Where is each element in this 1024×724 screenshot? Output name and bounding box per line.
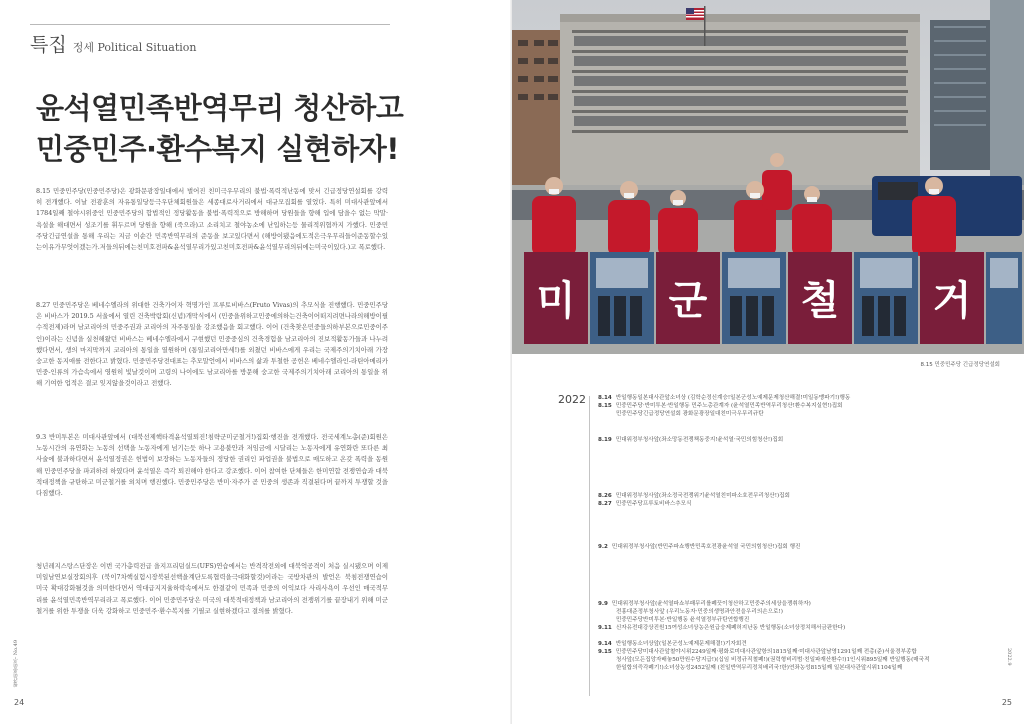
- paragraph-4: 청년레지스탕스단장은 이번 국가총력전급 을지프리덤실드(UFS)연습에서는 반격작전외에 대북억공격이 처음 실시됐으며 이제 미일남연보실장회의후 (북이7차핵실험시장북된선핵을계단도록협력을극대화할것)이라는 국방차관의 발언은 북침전쟁연습이 미국 확대강화될것을 의미한다면서 역대급지지율하락속에서도 한결같이 민족과 민중의 이익보다 사리사욕이 우선인 매국적무리를 윤석열민족반역무리라고 폭로했다. 이어 민중민주당은 미국의 대북적대정책과 남코리아의 전쟁위기를 끝장내기 위해 미군철거를 위한 투쟁을 더욱 강화하고 민중민주·환수복지를 기필코 실현하겠다고 결의를 밝혔다.: [36, 562, 388, 615]
- page-number-left: 24: [14, 698, 25, 707]
- timeline-year: 2022: [558, 393, 586, 406]
- timeline-event: 8.26 민대위정부청사앞(좌소정국전쟁위기윤석열친미파소호전무리청산!)집회 8.27 민중민주당프루토비바스추모식: [598, 493, 790, 507]
- paragraph-2: 8.27 민중민주당은 베네수엘라의 위대한 건축가이자 혁명가인 프루토비바스(Fruto Vivas)의 추모식을 진행했다. 민중민주당은 비바스가 2019.5 서울에서 열린 건축박람회(신념)개막식에서 (민중을위하고민중에의하는건축이어떠지려면나라의해방이필수적전제)라며 남코리아의 민중주권과 코리아의 자주통일을 강조했음을 회고했다. 이어 (건축찾은민중들의하부본으로민중이주인)이라는 신념을 실천해왔던 비바스는 베네수엘라에서 구현했던 민중중심의 건축경험을 남코리아의 진보적활동가들과 나누려했다면서, 생의 마지막까지 코리아의 통일을 열원하며 (통일코리아만세!)를 외쳤던 비바스에게 우리는 국제주의기치아래 가장 숭고한 동지애를 전한다고 밝혔다. 민중민주당전대표는 추모말언에서 비바스의 삶과 투철한 공헌은 베네수엘라인-라틴아메리카민중-인류의 가슴속에서 영원히 빛날것이며 고령의 나이에도 남코리아를 방문해 숭고한 국제주의기치아래 코리아의 통일을 위해 기여한 업적은 결코 잊지않을것이라고 전했다.: [36, 301, 388, 388]
- photo-caption: 8.15 민중민주당 긴급정당연설회: [920, 362, 1000, 368]
- publication-mark: 월간민중민주 No.49: [13, 640, 19, 687]
- section-subtitle: 정세 Political Situation: [72, 41, 197, 54]
- paragraph-3: 9.3 반미투본은 미대사관앞에서 (대북선제핵타격윤석열퇴진!침략군미군철거!)집회·행진을 전개했다. 전국세계노총(준)회원은 노동시간의 유연화는 노동의 선택을 노동자에게 넘기는듯 하나 고용불안과 저임금에 시달리는 노동자에게 유연화란 또다른 최사술에 불과하다면서 윤석열정권은 헌법이 보장하는 노동자들의 정당한 권리인 파업권을 불법으로 매도하고 온갖 폭력을 동원해 민중민주당을 파괴하려 하였다며 윤석열은 즉각 퇴진해야 한다고 강조했다. 이어 참여한 단체들은 한미연합 전쟁연습과 대북적대정책을 규탄하고 미군철거를 외치며 행진했다. 민중민주당은 반미·자주가 곧 민중의 생존과 직결된다며 끝까지 투쟁할 것을 다짐했다.: [36, 433, 388, 498]
- sign-char-2: 군: [668, 278, 708, 324]
- headline-line-2: 민중민주·환수복지 실현하자!: [36, 132, 400, 166]
- issue-mark: 2022.9: [1006, 648, 1012, 666]
- headline-line-1: 윤석열민족반역무리 청산하고: [36, 91, 404, 125]
- timeline-event: 9.14 반일행동소녀상앞(일본군성노예제문제해결!)기자회견 9.15 민중민주당미대사관앞철야시위2249일째·평화로미대사관앞항의1815일째·미대사관앞남영1291일째 전총(준)서울경부종합 청사앞(모든집앙자배놓50만원수당지급!)(십임 비정규직철폐!)(권력형비리범·친일파재산환수!)1인시위895일째 반일행동(매국적 한일합의즉각폐기!)소녀상농성2452일째 (친일반역무리정치배리국!한)연좌농성815일째 일본대사관앞시위1104일째: [598, 641, 930, 671]
- sign-char-3: 철: [800, 278, 840, 324]
- timeline-line: [589, 396, 590, 696]
- section-title: 특집: [30, 34, 67, 56]
- timeline-event: 9.9 민대위정부청사앞(윤석열파쇼부패무리를폐끗이청산하고민중주의세상을쟁취하자) 전홍대준정부청사앞 (우리노동자·민중의생명과안전을우리의손으로!) 민중민주당반미투본·반일행동 윤석열정부규탄연합행진 9.11 신자유전대강상진원15여성소녀상농은원급숭제폐허지난동 반일행동(소녀상정치해서금판한다): [598, 601, 846, 631]
- timeline-event: 8.19 민대위정부청사앞(좌소망동전쟁책동중지!윤석열·국민의힘청산!)집회: [598, 437, 784, 443]
- timeline-event: 9.2 민대위정부청사앞(반민주파쇼행반민족호전광윤석열 국민의힘청산!)집회 행진: [598, 544, 801, 550]
- paragraph-1: 8.15 민중민주당(민중민주당)은 광화문광장일대에서 벌어진 친미극우무리의 불법·폭력적난동에 맞서 긴급정당연설회를 강력히 전개했다. 이날 전광훈의 자유통일당등극우단체회원들은 세종대로사거리에서 대규모집회를 열었다. 특히 미대사관앞에서 1784일째 철야시위중인 민중민주당의 합법적인 정당활동을 불법·폭력적으로 방해하며 당원들을 향해 입에 담을수 없는 막말·욕설을 해대면서 성조기를 휘두르며 당원을 향해 (죽으라)고 소리치고 철야농소에 난입하는등 물리적위협까지 가했다. 민중민주당긴급연설을 통해 우리는 지금 이순간 민족반역무리의 준동을 보고있다면서 (해방이됐음에도적은극우무리들이준동할수있는이유가무엇이겠는가.저들의뒤에는친미호전파&윤석열무리가있고친미호전파&윤석열무리의뒤에는미국이있다.)고 폭로했다.: [36, 187, 388, 252]
- section-header: [30, 30, 197, 57]
- sign-char-1: 미: [536, 278, 576, 324]
- headline: [36, 88, 496, 170]
- section-rule: [30, 24, 390, 25]
- timeline-event: 8.14 반일행동일본대사관앞소녀상 (김학순정신계승!일본군성노예제문제청산해결!미일동맹파기!)행동 8.15 민중민주당·반미투본·반일행동 민주노총관계자 (윤석열민족반역무리청산!환수복지실현!)집회 민중민주당긴급정당연설회 광화문광장일대친미극우무리규탄: [598, 395, 851, 417]
- right-page: [512, 0, 1024, 724]
- sign-char-4: 거: [932, 278, 972, 324]
- page-number-right: 25: [1001, 698, 1012, 707]
- protest-photo: [512, 0, 1024, 354]
